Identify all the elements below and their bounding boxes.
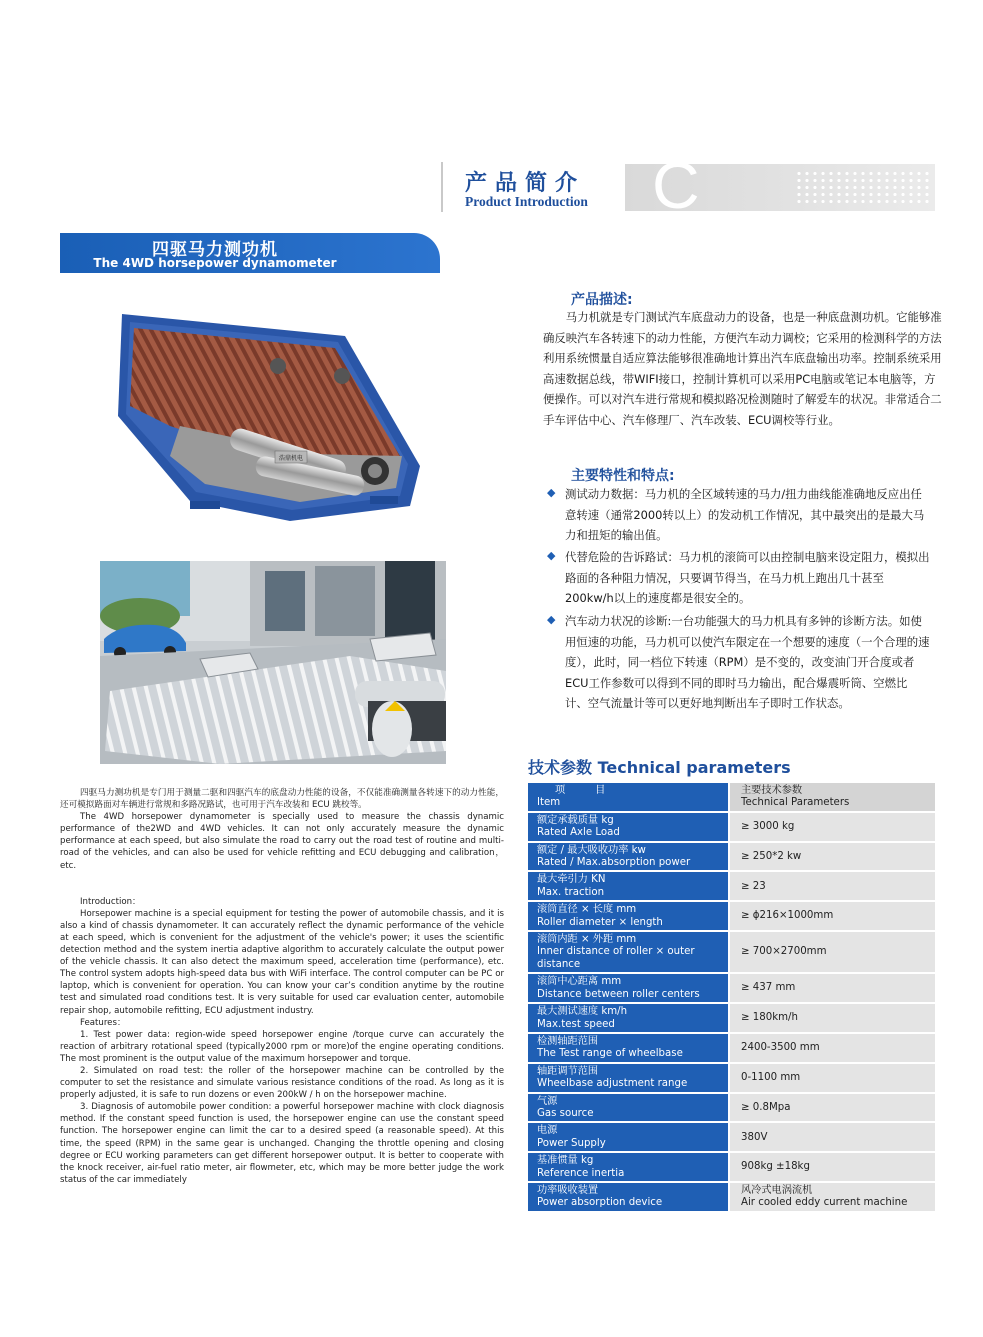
table-row bbox=[528, 1123, 935, 1153]
spec-item bbox=[528, 902, 728, 930]
spec-item-en: Inner distance of roller × outer distance bbox=[537, 946, 695, 970]
introduction-body: Horsepower machine is a special equipment for testing the power of automobile chassis, and it is also a kind of chassis dynamometer. It can accurately reflect the dynamic performance of the vehicle at each speed, which is convenient for the adjustment of the vehicle's power; it uses the scientific detection method and the system inertia adaptive algorithm to accurately calculate the output power of the vehicle chassis. It can also detect the maximum speed, acceleration time (performance), etc. The control system adopts high-speed data bus with WiFi interface. The control computer can be PC or laptop, which is convenient for operation. You can know your car’s condition anytime by the routine test and simulated road conditions test. It is very suitable for used car evaluation center, automobile repair shop, automobile refitting, ECU adjustment industry. bbox=[60, 908, 504, 1016]
spec-header-item bbox=[528, 783, 728, 811]
spec-item-cn: 最大测试速度 km/h bbox=[537, 1006, 628, 1018]
header-title-en: Product Introduction bbox=[465, 194, 588, 209]
product-title-cn: 四驱马力测功机 bbox=[152, 240, 278, 260]
spec-item-cn: 滚筒直径 × 长度 mm bbox=[537, 904, 637, 916]
spec-item-cn: 额定承载质量 kg bbox=[537, 814, 614, 826]
table-row bbox=[528, 1153, 935, 1183]
spec-value bbox=[730, 1153, 935, 1181]
table-row bbox=[528, 1183, 935, 1213]
features-title: 主要特性和特点: bbox=[571, 468, 675, 484]
spec-item-cn: 滚筒中心距离 mm bbox=[537, 976, 622, 988]
description-body: 马力机就是专门测试汽车底盘动力的设备，也是一种底盘测功机。它能够准确反映汽车各转速下的动力性能，方便汽车动力调校；它采用的检测科学的方法利用系统惯量自适应算法能够很准确地计算出汽车底盘输出功率。控制系统采用高速数据总线，带WIFI接口，控制计算机可以采用PC电脑或笔记本电脑等，方便操作。可以对汽车进行常规和模拟路况检测随时了解爱车的状况。非常适合二手车评估中心、汽车修理厂、汽车改装、ECU调校等行业。 bbox=[543, 310, 942, 427]
spec-value bbox=[730, 974, 935, 1002]
features-heading: Features： bbox=[80, 1017, 126, 1028]
plate-label: 浩鼎机电 bbox=[278, 455, 304, 462]
spec-item-en: Wheelbase adjustment range bbox=[537, 1078, 688, 1090]
spec-value-text: ≥ 250*2 kw bbox=[741, 850, 802, 862]
table-row bbox=[528, 974, 935, 1004]
spec-value-text: 0-1100 mm bbox=[741, 1071, 801, 1083]
product-title-banner bbox=[60, 233, 440, 273]
spec-item bbox=[528, 813, 728, 841]
spec-value-text: ≥ ϕ216×1000mm bbox=[741, 910, 834, 922]
spec-item bbox=[528, 872, 728, 900]
spec-item-en: Roller diameter × length bbox=[537, 916, 663, 928]
spec-item-cn: 气源 bbox=[537, 1095, 558, 1107]
feature-item: 测试动力数据：马力机的全区域转速的马力/扭力曲线能准确地反应出任意转速（通常2000转以上）的发动机工作情况，其中最突出的是最大马力和扭矩的输出值。 bbox=[565, 487, 925, 543]
spec-item-en: Distance between roller centers bbox=[537, 988, 700, 1000]
spec-item bbox=[528, 1034, 728, 1062]
spec-value-text: ≥ 180km/h bbox=[741, 1012, 798, 1024]
table-row bbox=[528, 872, 935, 902]
spec-value bbox=[730, 1004, 935, 1032]
spec-item-en: The Test range of wheelbase bbox=[537, 1048, 683, 1060]
header-section-letter: C bbox=[652, 148, 700, 222]
installation-photo bbox=[100, 561, 446, 764]
spec-value-text: ≥ 23 bbox=[741, 880, 766, 892]
spec-item-en: Max. traction bbox=[537, 886, 605, 898]
spec-value-text: ≥ 0.8Mpa bbox=[741, 1101, 791, 1113]
intro-cn: 四驱马力测功机是专门用于测量二驱和四驱汽车的底盘动力性能的设备，不仅能准确测量各转速下的动力性能，还可模拟路面对车辆进行常规和多路况路试，也可用于汽车改装和 ECU 跳校等。 bbox=[60, 788, 504, 811]
spec-value-text: ≥ 700×2700mm bbox=[741, 946, 827, 958]
spec-value-text: ≥ 437 mm bbox=[741, 982, 796, 994]
spec-item-en: Power absorption device bbox=[537, 1197, 663, 1209]
spec-item bbox=[528, 1064, 728, 1092]
dynamometer-photo bbox=[110, 306, 440, 531]
spec-value-text: 风冷式电涡流机 bbox=[741, 1184, 813, 1196]
spec-header-value-en: Technical Parameters bbox=[741, 797, 850, 809]
header-title-cn: 产品简介 bbox=[465, 170, 586, 196]
spec-header-value bbox=[730, 783, 935, 811]
spec-value-text: 908kg ±18kg bbox=[741, 1161, 810, 1173]
spec-item bbox=[528, 974, 728, 1002]
spec-value-text: ≥ 3000 kg bbox=[741, 821, 795, 833]
table-row bbox=[528, 843, 935, 873]
bullet-diamond-icon: ◆ bbox=[547, 486, 556, 499]
spec-item-cn: 滚筒内距 × 外距 mm bbox=[537, 934, 637, 946]
spec-value bbox=[730, 1064, 935, 1092]
table-row bbox=[528, 1004, 935, 1034]
table-row bbox=[528, 1094, 935, 1124]
feature-en-2: 2. Simulated on road test: the roller of the horsepower machine can be controlled by the computer to set the resistance and simulate various resistance conditions of the road. As long as it is properly adjusted, it is safe to run dozens or even 200kW / h on the horsepower machine. bbox=[60, 1065, 504, 1101]
spec-item-en: Gas source bbox=[537, 1107, 594, 1119]
spec-value bbox=[730, 843, 935, 871]
product-title-en: The 4WD horsepower dynamometer bbox=[93, 256, 337, 270]
feature-en-1: 1. Test power data: region-wide speed horsepower engine /torque curve can accurately the reaction of arbitrary rotational speed (typically2000 rpm or more)of the engine operating conditions. The most prominent is the output value of the maximum horsepower and torque. bbox=[60, 1029, 504, 1064]
spec-value bbox=[730, 813, 935, 841]
left-description bbox=[60, 787, 504, 1186]
spec-header-value-cn: 主要技术参数 bbox=[741, 785, 803, 796]
spec-value bbox=[730, 1034, 935, 1062]
spec-item bbox=[528, 1004, 728, 1032]
spec-item bbox=[528, 843, 728, 871]
table-row bbox=[528, 1034, 935, 1064]
table-row bbox=[528, 813, 935, 843]
table-row bbox=[528, 1064, 935, 1094]
spec-item-cn: 功率吸收装置 bbox=[537, 1184, 599, 1196]
spec-item-cn: 电源 bbox=[537, 1125, 558, 1137]
spec-item-cn: 额定 / 最大吸收功率 kw bbox=[537, 844, 646, 856]
spec-item bbox=[528, 1123, 728, 1151]
spec-header-item-en: Item bbox=[537, 797, 561, 809]
header-divider bbox=[441, 162, 443, 212]
spec-item-en: Rated Axle Load bbox=[537, 827, 620, 839]
spec-value bbox=[730, 1183, 935, 1211]
spec-item bbox=[528, 1153, 728, 1181]
bullet-diamond-icon: ◆ bbox=[547, 549, 556, 562]
description-title: 产品描述: bbox=[571, 292, 633, 308]
spec-value-text-en: Air cooled eddy current machine bbox=[741, 1197, 908, 1209]
spec-value bbox=[730, 932, 935, 972]
spec-header-item-cn: 项目 bbox=[555, 785, 636, 796]
spec-item-en: Reference inertia bbox=[537, 1167, 625, 1179]
spec-item bbox=[528, 1183, 728, 1211]
header-dot-pattern bbox=[795, 170, 933, 206]
tech-params-title: 技术参数 Technical parameters bbox=[528, 758, 791, 777]
spec-item-cn: 检测轴距范围 bbox=[537, 1035, 599, 1047]
intro-en: The 4WD horsepower dynamometer is specially used to measure the chassis dynamic performance of the2WD and 4WD vehicles. It can not only accurately measure the dynamic performance at each speed, but also simulate the road to carry out the road test of routine and multi-road of the vehicles, and can also be used for vehicle refitting and ECU debugging and calibration，etc. bbox=[60, 812, 504, 871]
spec-value-text: 380V bbox=[741, 1131, 768, 1143]
spec-table bbox=[528, 783, 935, 1213]
feature-item: 代替危险的告诉路试：马力机的滚筒可以由控制电脑来设定阻力，模拟出路面的各种阻力情况，只要调节得当，在马力机上跑出几十甚至200kw/h以上的速度都是很安全的。 bbox=[565, 550, 930, 606]
bullet-diamond-icon: ◆ bbox=[547, 613, 556, 626]
spec-value-text: 2400-3500 mm bbox=[741, 1042, 820, 1054]
spec-header-row bbox=[528, 783, 935, 813]
spec-item-en: Max.test speed bbox=[537, 1018, 615, 1030]
introduction-heading: Introduction： bbox=[80, 896, 141, 907]
spec-item bbox=[528, 932, 728, 972]
spec-item-en: Power Supply bbox=[537, 1137, 606, 1149]
spec-item-en: Rated / Max.absorption power bbox=[537, 857, 691, 869]
spec-item bbox=[528, 1094, 728, 1122]
spec-value bbox=[730, 902, 935, 930]
spec-value bbox=[730, 1123, 935, 1151]
spec-item-cn: 最大牵引力 KN bbox=[537, 874, 606, 886]
feature-en-3: 3. Diagnosis of automobile power condition: a powerful horsepower machine with clock diagnosis method. If the constant speed function is used, the horsepower engine can use the constant speed function. The horsepower engine can limit the car to a desired speed (a reasonable speed). At this time, the speed (RPM) in the same gear is unchanged. Changing the throttle opening and closing degree or ECU working parameters can get different horsepower output. It is better to cooperate with the knock receiver, air-fuel ratio meter, air flowmeter, etc, which may be more better judge the work status of the car immediately bbox=[60, 1102, 504, 1185]
spec-value bbox=[730, 1094, 935, 1122]
spec-value bbox=[730, 872, 935, 900]
feature-item: 汽车动力状况的诊断:一台功能强大的马力机具有多钟的诊断方法。如使用恒速的功能，马力机可以使汽车限定在一个想要的速度（一个合理的速度），此时，同一档位下转速（RPM）是不变的，改变油门开合度或者ECU工作参数可以得到不同的即时马力输出，配合爆震听筒、空燃比计、空气流量计等可以更好地判断出车子即时工作状态。 bbox=[565, 614, 930, 711]
table-row bbox=[528, 932, 935, 974]
spec-item-cn: 轴距调节范围 bbox=[537, 1065, 599, 1077]
table-row bbox=[528, 902, 935, 932]
spec-item-cn: 基准惯量 kg bbox=[537, 1155, 594, 1167]
